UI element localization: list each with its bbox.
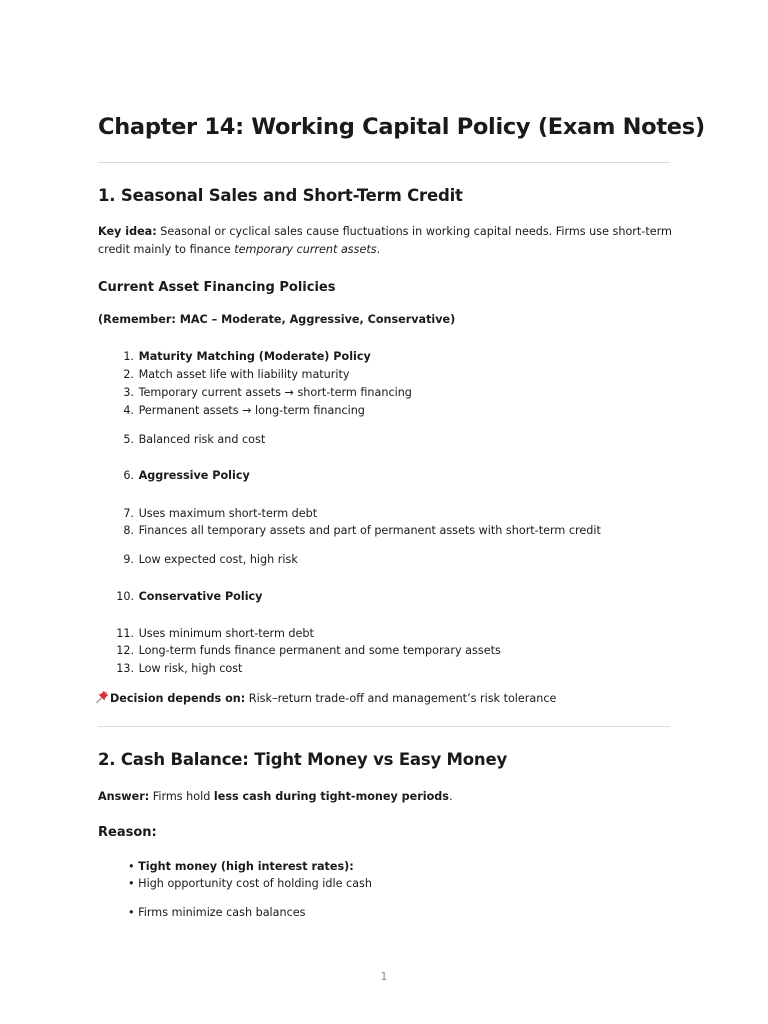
key-idea-text: Seasonal or cyclical sales cause fluctuations in working capital needs. Firms use short-term credit mainly to finance	[98, 225, 672, 256]
answer-end: .	[448, 790, 453, 803]
list-item	[98, 588, 658, 606]
list-number: 7.	[123, 507, 134, 520]
divider	[98, 162, 670, 163]
bullet-item	[128, 858, 354, 876]
bullet-item	[128, 875, 372, 893]
list-text: Uses maximum short-term debt	[138, 507, 318, 520]
list-text: Uses minimum short-term debt	[138, 627, 314, 640]
list-number: 9.	[123, 553, 134, 566]
list-item	[98, 505, 658, 523]
page-number: 1	[380, 971, 388, 983]
bullet-text: Firms minimize cash balances	[138, 906, 306, 919]
bullet-marker: •	[128, 860, 135, 873]
list-number: 11.	[116, 627, 134, 640]
answer-paragraph	[98, 788, 676, 806]
decision-note	[98, 689, 676, 708]
list-text: Conservative Policy	[138, 590, 263, 603]
list-text: Maturity Matching (Moderate) Policy	[138, 350, 371, 363]
bullet-text: High opportunity cost of holding idle cash	[138, 877, 372, 890]
list-text: Low expected cost, high risk	[138, 553, 298, 566]
list-item	[98, 467, 658, 485]
list-item	[98, 642, 658, 660]
list-number: 13.	[116, 662, 134, 675]
list-text: Low risk, high cost	[138, 662, 243, 675]
bullet-item	[128, 904, 305, 922]
divider	[98, 726, 670, 727]
subsection-heading: Current Asset Financing Policies	[98, 280, 336, 295]
answer-text: Firms hold	[152, 790, 211, 803]
list-number: 8.	[123, 524, 134, 537]
list-number: 12.	[116, 644, 134, 657]
list-number: 6.	[123, 469, 134, 482]
pushpin-icon	[95, 689, 110, 704]
decision-text: Risk–return trade-off and management’s risk tolerance	[248, 692, 557, 705]
key-idea-emphasis: temporary current assets	[234, 243, 377, 256]
list-item	[98, 660, 658, 678]
key-idea-paragraph	[98, 223, 676, 259]
list-item	[98, 348, 658, 366]
list-number: 10.	[116, 590, 134, 603]
list-item	[98, 384, 658, 402]
answer-label: Answer:	[98, 790, 150, 803]
section-heading: 1. Seasonal Sales and Short-Term Credit	[98, 186, 463, 205]
list-text: Aggressive Policy	[138, 469, 250, 482]
bullet-text: Tight money (high interest rates):	[138, 860, 354, 873]
remember-note: (Remember: MAC – Moderate, Aggressive, Conservative)	[98, 313, 456, 326]
list-number: 5.	[123, 433, 134, 446]
bullet-marker: •	[128, 906, 135, 919]
page-title: Chapter 14: Working Capital Policy (Exam Notes)	[98, 114, 705, 140]
reason-heading: Reason:	[98, 825, 157, 840]
list-text: Match asset life with liability maturity	[138, 368, 350, 381]
answer-emphasis: less cash during tight-money periods	[213, 790, 449, 803]
key-idea-label: Key idea:	[98, 225, 157, 238]
list-text: Long-term funds finance permanent and some temporary assets	[138, 644, 501, 657]
list-item	[98, 522, 658, 540]
list-text: Temporary current assets → short-term financing	[138, 386, 412, 399]
list-text: Finances all temporary assets and part of permanent assets with short-term credit	[138, 524, 601, 537]
list-number: 2.	[123, 368, 134, 381]
list-item	[98, 551, 658, 569]
list-item	[98, 625, 658, 643]
list-number: 4.	[123, 404, 134, 417]
key-idea-end: .	[376, 243, 381, 256]
section-heading: 2. Cash Balance: Tight Money vs Easy Money	[98, 750, 507, 769]
bullet-marker: •	[128, 877, 135, 890]
decision-label: Decision depends on:	[110, 692, 246, 705]
list-item	[98, 366, 658, 384]
list-text: Balanced risk and cost	[138, 433, 266, 446]
list-item	[98, 431, 658, 449]
list-number: 1.	[123, 350, 134, 363]
list-item	[98, 402, 658, 420]
list-number: 3.	[123, 386, 134, 399]
list-text: Permanent assets → long-term financing	[138, 404, 365, 417]
